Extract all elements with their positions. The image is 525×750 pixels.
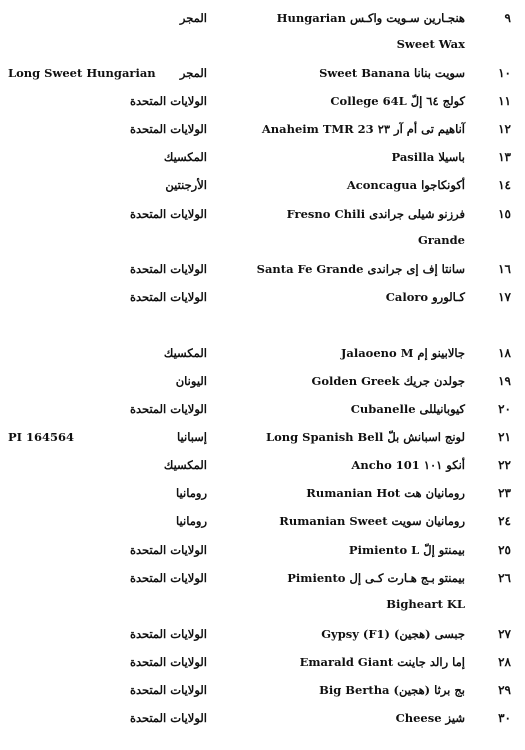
variety-name: سويت بنانا Sweet Banana — [319, 66, 465, 80]
origin-country: الولايات المتحدة — [129, 207, 207, 221]
table-row — [0, 568, 525, 611]
variety-name: جبسى (هجين) (Gypsy (F1 — [321, 627, 465, 641]
table-row — [0, 483, 525, 507]
variety-name-continued: Bigheart KL — [386, 597, 465, 611]
row-number: ٢١ — [498, 430, 511, 444]
origin-country: المكسيك — [163, 150, 207, 164]
row-number: ٢٣ — [498, 486, 511, 500]
table-row — [0, 119, 525, 143]
table-row — [0, 540, 525, 564]
variety-name-continued: Grande — [417, 233, 465, 247]
table-row — [0, 175, 525, 199]
row-number: ٢٩ — [498, 683, 511, 697]
origin-country: المكسيك — [163, 458, 207, 472]
row-number: ٢٨ — [498, 655, 511, 669]
table-row — [0, 455, 525, 479]
table-row — [0, 343, 525, 367]
variety-name: كيوبانيللى Cubanelle — [350, 402, 465, 416]
origin-country: المجر — [179, 66, 207, 80]
row-number: ٢٧ — [498, 627, 511, 641]
variety-name-continued: Sweet Wax — [396, 37, 465, 51]
origin-country: الولايات المتحدة — [129, 655, 207, 669]
variety-name: رومانيان سويت Rumanian Sweet — [279, 514, 465, 528]
variety-name: باسيلا Pasilla — [391, 150, 465, 164]
origin-country: الولايات المتحدة — [129, 711, 207, 725]
row-number: ٢٥ — [498, 543, 511, 557]
origin-country: الولايات المتحدة — [129, 402, 207, 416]
variety-name: أكونكاجوا Aconcagua — [346, 178, 465, 192]
row-number: ٢٠ — [498, 402, 511, 416]
variety-name: آناهيم تى أم آر ٢٣ Anaheim TMR 23 — [261, 122, 465, 136]
extra-note: Long Sweet Hungarian — [8, 66, 156, 80]
origin-country: الولايات المتحدة — [129, 290, 207, 304]
origin-country: المجر — [179, 11, 207, 25]
variety-name: إما رالد جاينت Emarald Giant — [299, 655, 465, 669]
table-row — [0, 287, 525, 311]
row-number: ٩ — [504, 11, 511, 25]
origin-country: رومانيا — [176, 514, 207, 528]
extra-note: PI 164564 — [8, 430, 75, 444]
row-number: ١٠ — [498, 66, 511, 80]
origin-country: الأرجنتين — [165, 178, 207, 192]
row-number: ١٩ — [498, 374, 511, 388]
row-number: ١٣ — [498, 150, 511, 164]
variety-name: رومانيان هت Rumanian Hot — [306, 486, 465, 500]
row-number: ١٥ — [498, 207, 511, 221]
table-row — [0, 8, 525, 51]
row-number: ١٦ — [498, 262, 511, 276]
table-row — [0, 399, 525, 423]
table-row — [0, 652, 525, 676]
origin-country: الولايات المتحدة — [129, 262, 207, 276]
row-number: ٢٤ — [498, 514, 511, 528]
variety-name: فرزنو شيلى جراندى Fresno Chili — [286, 207, 465, 221]
row-number: ٢٢ — [498, 458, 511, 472]
origin-country: الولايات المتحدة — [129, 543, 207, 557]
row-number: ١٢ — [498, 122, 511, 136]
variety-name: بيمنتو بـج هـارت كـى إل Pimiento — [287, 571, 465, 585]
variety-name: جولدن جريك Golden Greek — [311, 374, 465, 388]
origin-country: الولايات المتحدة — [129, 94, 207, 108]
origin-country: رومانيا — [176, 486, 207, 500]
table-row — [0, 147, 525, 171]
variety-name: جالابينو إم Jalaoeno M — [340, 346, 465, 360]
origin-country: الولايات المتحدة — [129, 627, 207, 641]
origin-country: الولايات المتحدة — [129, 571, 207, 585]
variety-name: هنجـارين سـويت واكـس Hungarian — [276, 11, 465, 25]
variety-name: كولج ٦٤ إلّ College 64L — [330, 94, 465, 108]
table-row — [0, 91, 525, 115]
origin-country: الولايات المتحدة — [129, 683, 207, 697]
row-number: ١٨ — [498, 346, 511, 360]
table-row — [0, 259, 525, 283]
origin-country: إسبانيا — [177, 430, 207, 444]
table-row — [0, 511, 525, 535]
row-number: ٢٦ — [498, 571, 511, 585]
variety-name: بيمنتو إلّ Pimiento L — [348, 543, 465, 557]
variety-name: بج برثا (هجين) Big Bertha — [319, 683, 465, 697]
variety-name: لونج اسبانش بلّ Long Spanish Bell — [266, 430, 465, 444]
table-row — [0, 204, 525, 247]
variety-name: سانتا إف إى جراندى Santa Fe Grande — [256, 262, 465, 276]
table-row — [0, 680, 525, 704]
origin-country: اليونان — [175, 374, 207, 388]
table-row — [0, 63, 525, 87]
origin-country: المكسيك — [163, 346, 207, 360]
table-row — [0, 427, 525, 451]
row-number: ٣٠ — [498, 711, 511, 725]
variety-name: أنكو ١٠١ Ancho 101 — [351, 458, 465, 472]
variety-name: شيز Cheese — [395, 711, 465, 725]
table-row — [0, 708, 525, 732]
origin-country: الولايات المتحدة — [129, 122, 207, 136]
table-row — [0, 371, 525, 395]
row-number: ١٤ — [498, 178, 511, 192]
table-row — [0, 624, 525, 648]
row-number: ١٧ — [498, 290, 511, 304]
variety-name: كـالورو Caloro — [385, 290, 465, 304]
row-number: ١١ — [498, 94, 511, 108]
